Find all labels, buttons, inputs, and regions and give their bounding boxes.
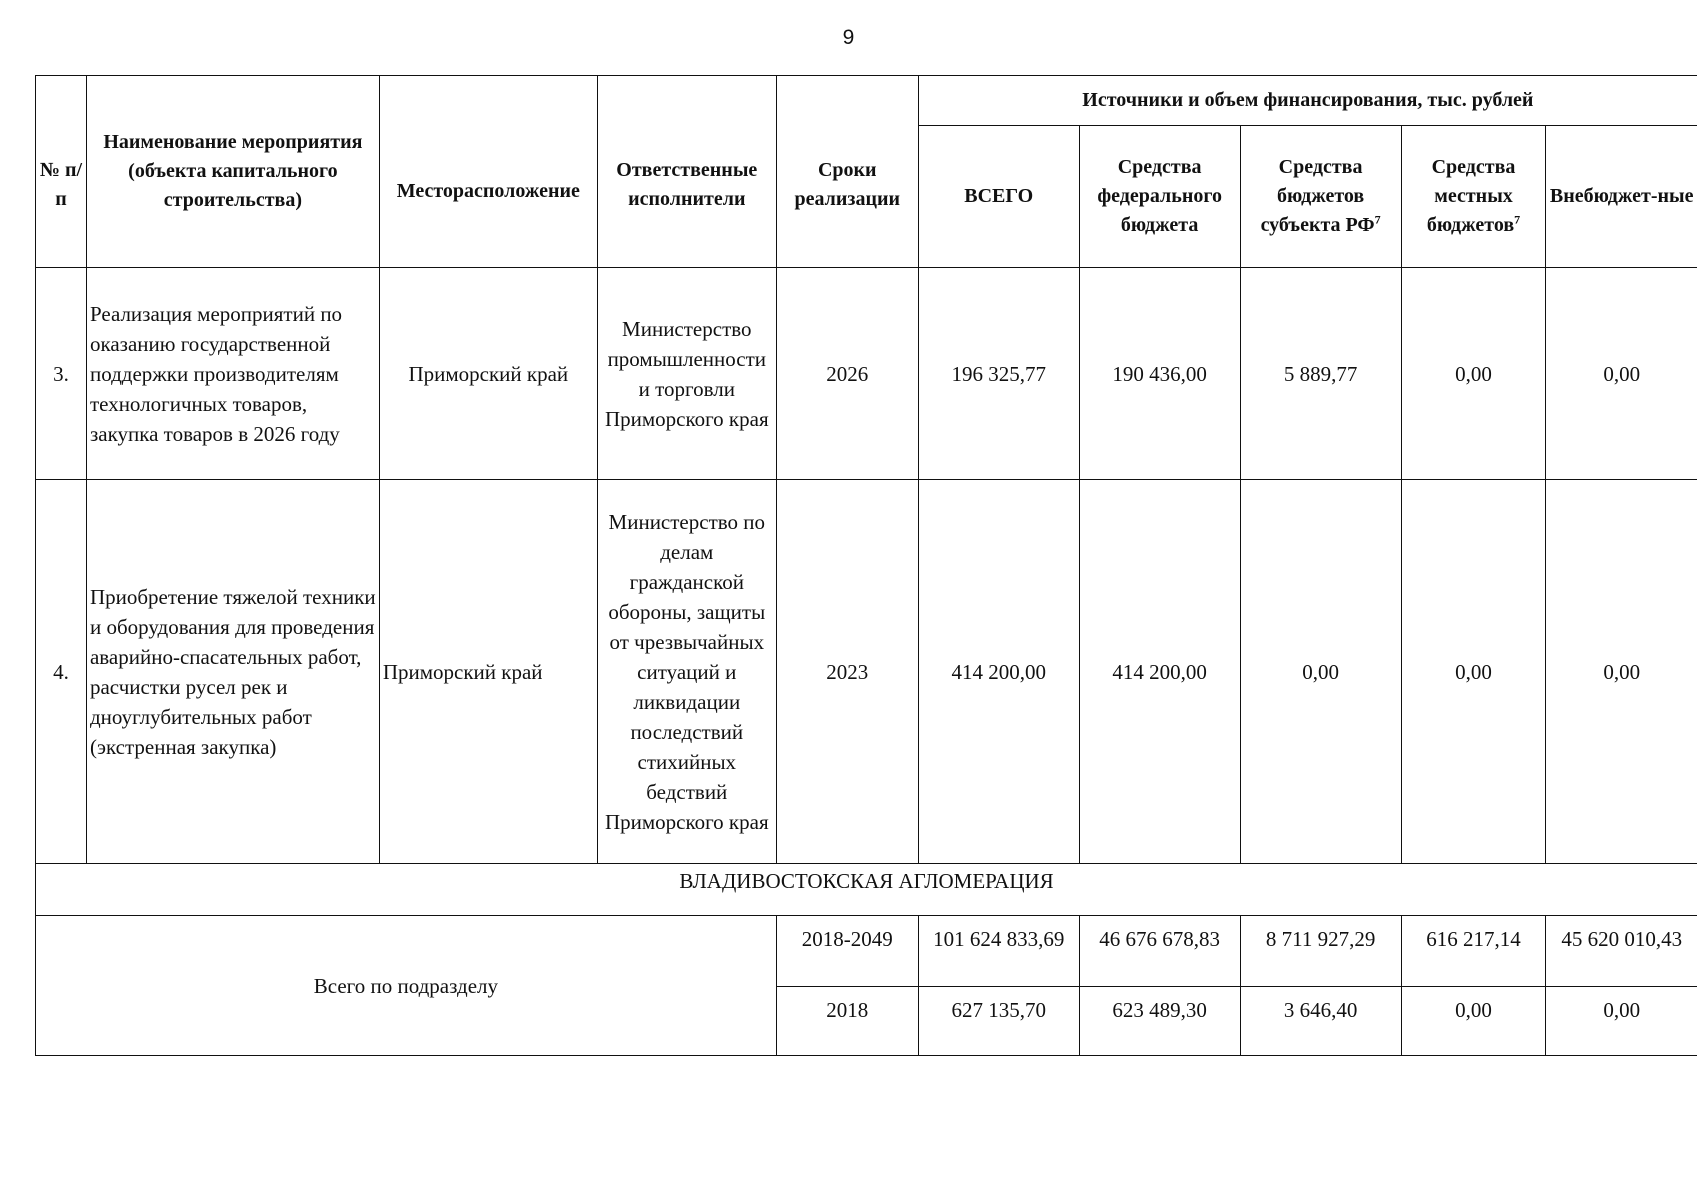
header-federal: Средства федерального бюджета — [1079, 126, 1240, 268]
subtotal-regional: 8 711 927,29 — [1240, 916, 1401, 987]
event-name: Реализация мероприятий по оказанию государственной поддержки производителям технологичных товаров, закупка товаров в 2026 году — [86, 268, 379, 480]
total-amount: 414 200,00 — [918, 480, 1079, 864]
header-row — [36, 76, 1697, 126]
subtotal-label: Всего по подразделу — [36, 916, 777, 1056]
event-name: Приобретение тяжелой техники и оборудования для проведения аварийно-спасательных работ, расчистки русел рек и дноуглубительных работ (экстренная закупка) — [86, 480, 379, 864]
header-sources: Источники и объем финансирования, тыс. рублей — [918, 76, 1697, 126]
header-name: Наименование мероприятия (объекта капитального строительства) — [86, 76, 379, 268]
extra-amount: 0,00 — [1546, 480, 1697, 864]
subtotal-term: 2018 — [776, 987, 918, 1056]
executor: Министерство по делам гражданской обороны, защиты от чрезвычайных ситуаций и ликвидации последствий стихийных бедствий Приморского края — [597, 480, 776, 864]
budget-table — [35, 75, 1697, 1056]
location: Приморский край — [379, 268, 597, 480]
subtotal-total: 101 624 833,69 — [918, 916, 1079, 987]
header-num: № п/п — [36, 76, 87, 268]
header-extra: Внебюджет-ные — [1546, 126, 1697, 268]
section-row — [36, 864, 1697, 916]
total-amount: 196 325,77 — [918, 268, 1079, 480]
federal-amount: 190 436,00 — [1079, 268, 1240, 480]
term: 2023 — [776, 480, 918, 864]
header-total: ВСЕГО — [918, 126, 1079, 268]
table-row — [36, 268, 1697, 480]
subtotal-term: 2018-2049 — [776, 916, 918, 987]
subtotal-regional: 3 646,40 — [1240, 987, 1401, 1056]
row-number: 3. — [36, 268, 87, 480]
subtotal-federal: 46 676 678,83 — [1079, 916, 1240, 987]
subtotal-federal: 623 489,30 — [1079, 987, 1240, 1056]
header-local: Средства местных бюджетов$^7$ — [1401, 126, 1546, 268]
page-number: 9 — [842, 26, 855, 49]
local-amount: 0,00 — [1401, 268, 1546, 480]
subtotal-local: 0,00 — [1401, 987, 1546, 1056]
subtotal-extra: 0,00 — [1546, 987, 1697, 1056]
header-regional: Средства бюджетов субъекта $РФ^7$ — [1240, 126, 1401, 268]
regional-amount: 5 889,77 — [1240, 268, 1401, 480]
header-executors: Ответственные исполнители — [597, 76, 776, 268]
location: Приморский край — [379, 480, 597, 864]
federal-amount: 414 200,00 — [1079, 480, 1240, 864]
regional-amount: 0,00 — [1240, 480, 1401, 864]
section-title: ВЛАДИВОСТОКСКАЯ АГЛОМЕРАЦИЯ — [36, 864, 1697, 916]
subtotal-extra: 45 620 010,43 — [1546, 916, 1697, 987]
subtotal-total: 627 135,70 — [918, 987, 1079, 1056]
table-row — [36, 480, 1697, 864]
extra-amount: 0,00 — [1546, 268, 1697, 480]
local-amount: 0,00 — [1401, 480, 1546, 864]
subtotal-row — [36, 916, 1697, 987]
subtotal-local: 616 217,14 — [1401, 916, 1546, 987]
header-terms: Сроки реализации — [776, 76, 918, 268]
row-number: 4. — [36, 480, 87, 864]
term: 2026 — [776, 268, 918, 480]
executor: Министерство промышленности и торговли Приморского края — [597, 268, 776, 480]
header-location: Месторасположение — [379, 76, 597, 268]
